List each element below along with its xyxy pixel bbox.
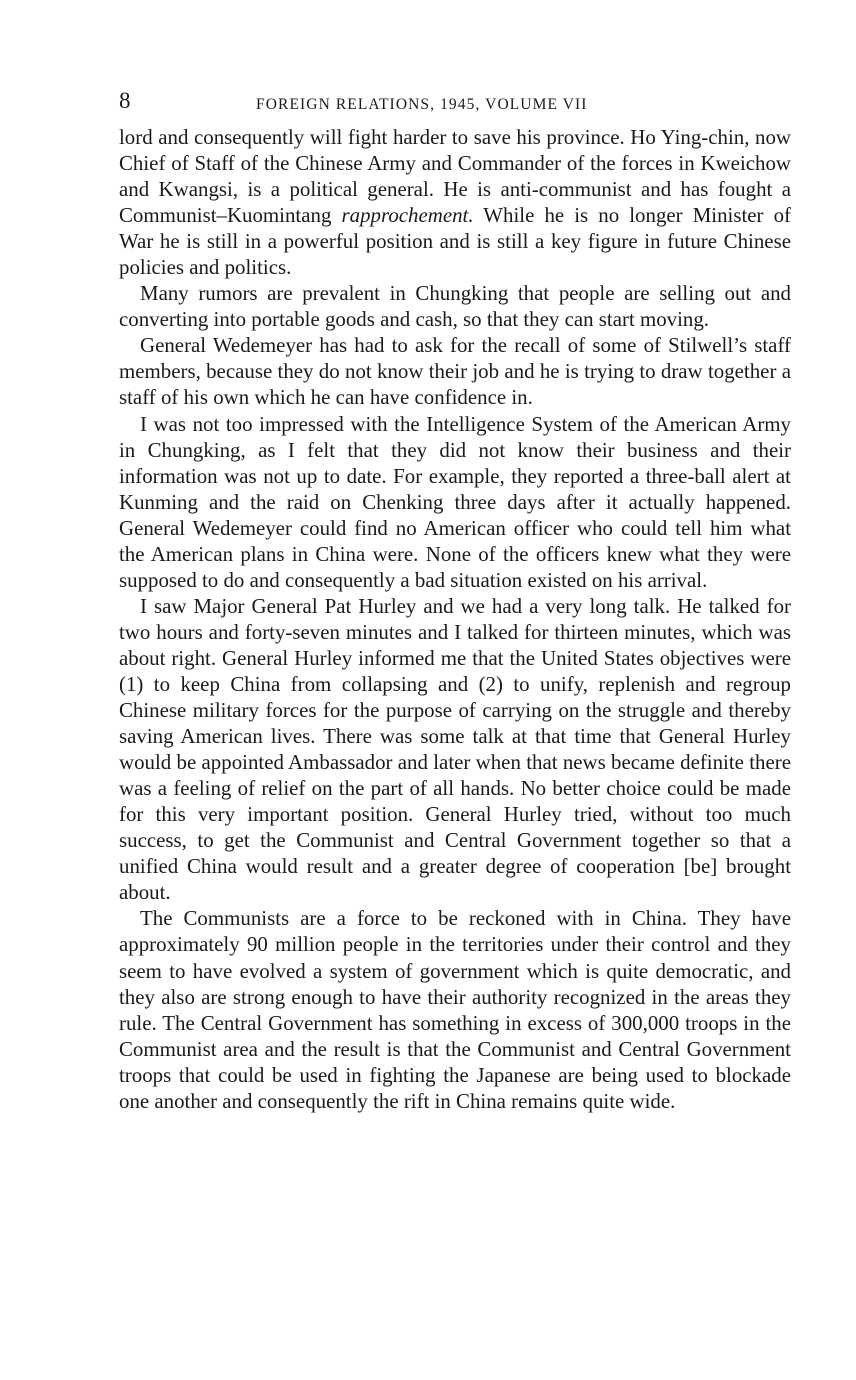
document-page bbox=[119, 88, 791, 1114]
paragraph-2: Many rumors are prevalent in Chungking that people are selling out and converting into portable goods and cash, so that they can start moving. bbox=[119, 281, 791, 332]
paragraph-3: General Wedemeyer has had to ask for the recall of some of Stilwell’s staff members, because they do not know their job and he is trying to draw together a staff of his own which he can have confidence in. bbox=[119, 333, 791, 410]
paragraph-1-text: lord and consequently will fight harder to save his province. Ho Ying-chin, now Chief of Staff of the Chinese Army and Commander of the forces in Kweichow and Kwangsi, is a political general. He is anti-communist and has fought a Communist–Kuomintang bbox=[119, 125, 791, 228]
paragraph-1-text-after: While he is no longer Minister of War he is still in a powerful position and is still a key figure in future Chinese policies and politics. bbox=[119, 203, 791, 280]
paragraph-1 bbox=[119, 124, 791, 280]
running-head bbox=[119, 88, 791, 124]
paragraph-6: The Communists are a force to be reckoned with in China. They have approximately 90 million people in the territories under their control and they seem to have evolved a system of government which is quite democratic, and they also are strong enough to have their authority recognized in the areas they rule. The Central Government has something in excess of 300,000 troops in the Communist area and the result is that the Communist and Central Government troops that could be used in fighting the Japanese are being used to blockade one another and consequently the rift in China remains quite wide. bbox=[119, 906, 791, 1113]
paragraph-1-italic-term: rapprochement. bbox=[341, 203, 474, 228]
paragraph-5: I saw Major General Pat Hurley and we had a very long talk. He talked for two hours and forty-seven minutes and I talked for thirteen minutes, which was about right. General Hurley informed me that the United States objectives were (1) to keep China from collapsing and (2) to unify, replenish and regroup Chinese military forces for the purpose of carrying on the struggle and thereby saving American lives. There was some talk at that time that General Hurley would be appointed Ambassador and later when that news became definite there was a feeling of relief on the part of all hands. No better choice could be made for this very important position. General Hurley tried, without too much success, to get the Communist and Central Government together so that a unified China would result and a greater degree of cooperation [be] brought about. bbox=[119, 593, 791, 905]
page-number: 8 bbox=[119, 88, 131, 113]
body-text bbox=[119, 124, 791, 1114]
paragraph-4: I was not too impressed with the Intelligence System of the American Army in Chungking, as I felt that they did not know their business and their information was not up to date. For example, they reported a three-ball alert at Kunming and the raid on Chenking three days after it actually happened. General Wedemeyer could find no American officer who could tell him what the American plans in China were. None of the officers knew what they were supposed to do and consequently a bad situation existed on his arrival. bbox=[119, 411, 791, 592]
running-head-title: FOREIGN RELATIONS, 1945, VOLUME VII bbox=[256, 96, 588, 113]
